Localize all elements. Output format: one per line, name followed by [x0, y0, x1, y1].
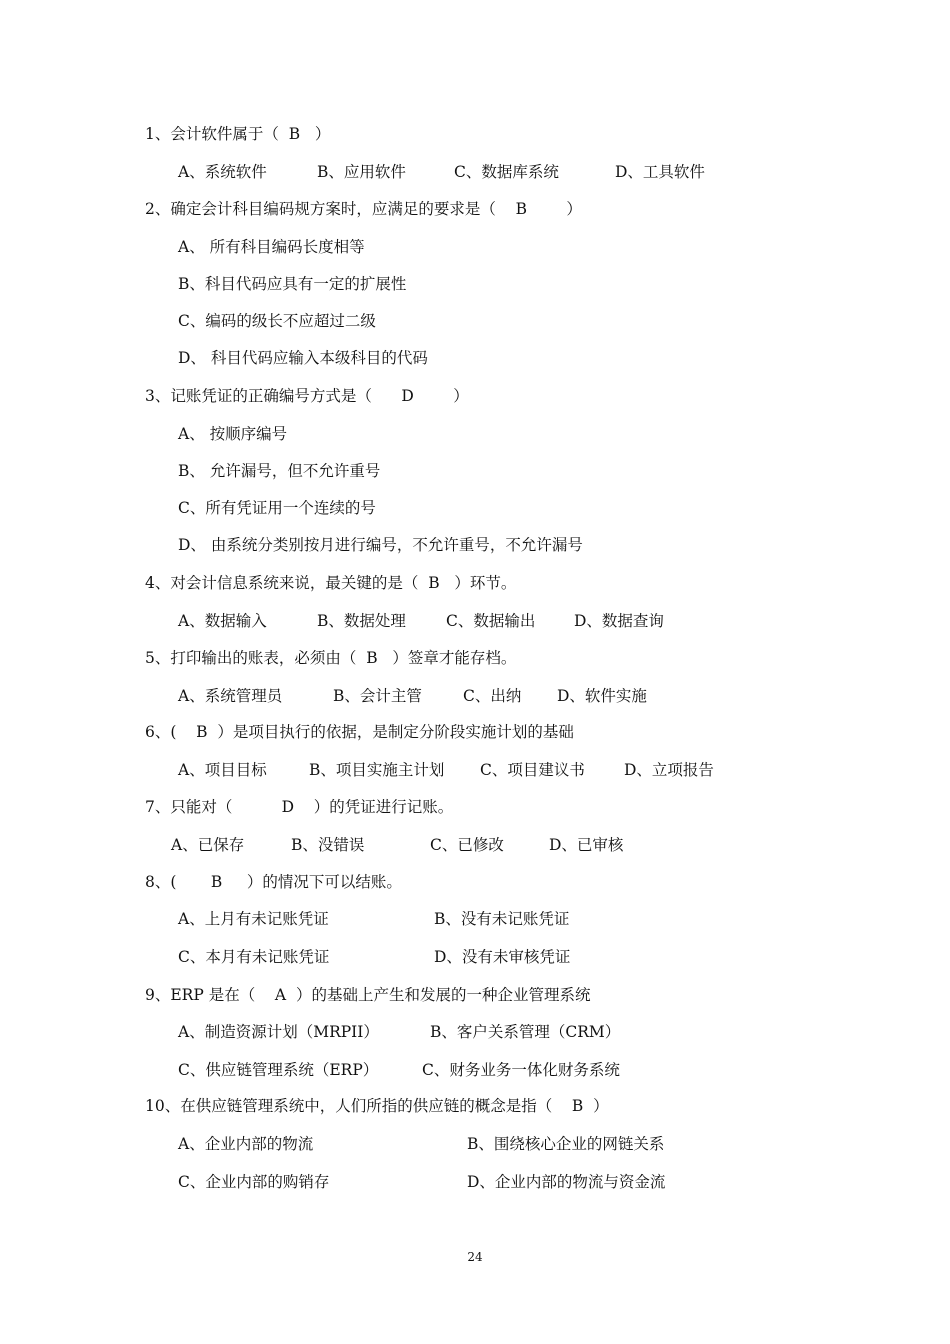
question-7-option-a: A、已保存 — [171, 836, 245, 854]
question-2-option-d: D、 科目代码应输入本级科目的代码 — [178, 349, 428, 367]
question-5-option-a: A、系统管理员 — [178, 687, 283, 705]
question-10-option-b: B、围绕核心企业的网链关系 — [467, 1135, 665, 1153]
question-5-option-b: B、会计主管 — [333, 687, 422, 705]
question-2-stem: 2、确定会计科目编码规方案时，应满足的要求是（ B ） — [145, 200, 582, 218]
question-1-option-d: D、工具软件 — [615, 163, 705, 181]
question-10-option-d: D、企业内部的物流与资金流 — [467, 1173, 666, 1191]
question-4-option-c: C、数据输出 — [446, 612, 536, 630]
question-8-option-b: B、没有未记账凭证 — [434, 910, 570, 928]
question-8-option-a: A、上月有未记账凭证 — [178, 910, 329, 928]
question-1-option-b: B、应用软件 — [317, 163, 406, 181]
question-8-stem: 8、( B ）的情况下可以结账。 — [145, 873, 402, 891]
question-10-option-c: C、企业内部的购销存 — [178, 1173, 330, 1191]
question-5-option-c: C、出纳 — [463, 687, 522, 705]
question-9-stem: 9、ERP 是在（ A ）的基础上产生和发展的一种企业管理系统 — [145, 986, 591, 1004]
question-6-option-c: C、项目建议书 — [480, 761, 585, 779]
question-7-option-b: B、没错误 — [291, 836, 365, 854]
question-5-stem: 5、打印输出的账表，必须由（ B ）签章才能存档。 — [145, 649, 517, 667]
question-1-option-a: A、系统软件 — [178, 163, 267, 181]
question-4-option-d: D、数据查询 — [574, 612, 664, 630]
question-3-option-d: D、 由系统分类别按月进行编号，不允许重号，不允许漏号 — [178, 536, 583, 554]
question-6-option-d: D、立项报告 — [624, 761, 714, 779]
question-8-option-d: D、没有未审核凭证 — [434, 948, 571, 966]
question-6-option-b: B、项目实施主计划 — [309, 761, 445, 779]
question-5-option-d: D、软件实施 — [557, 687, 647, 705]
question-9-option-c: C、供应链管理系统（ERP） — [178, 1061, 379, 1079]
question-3-stem: 3、记账凭证的正确编号方式是（ D ） — [145, 387, 469, 405]
question-2-option-c: C、编码的级长不应超过二级 — [178, 312, 376, 330]
question-9-option-d: C、财务业务一体化财务系统 — [422, 1061, 620, 1079]
question-10-stem: 10、在供应链管理系统中，人们所指的供应链的概念是指（ B ） — [145, 1097, 609, 1115]
page-number: 24 — [467, 1250, 483, 1264]
question-1-stem: 1、会计软件属于（ B ） — [145, 125, 331, 143]
question-8-option-c: C、本月有未记账凭证 — [178, 948, 330, 966]
question-4-stem: 4、对会计信息系统来说，最关键的是（ B ）环节。 — [145, 574, 517, 592]
question-6-stem: 6、( B ）是项目执行的依据，是制定分阶段实施计划的基础 — [145, 723, 574, 741]
question-4-option-b: B、数据处理 — [317, 612, 406, 630]
question-7-option-c: C、已修改 — [430, 836, 504, 854]
question-2-option-b: B、科目代码应具有一定的扩展性 — [178, 275, 407, 293]
question-7-option-d: D、已审核 — [549, 836, 624, 854]
question-3-option-b: B、 允许漏号，但不允许重号 — [178, 462, 381, 480]
question-2-option-a: A、 所有科目编码长度相等 — [178, 238, 365, 256]
question-3-option-a: A、 按顺序编号 — [178, 425, 288, 443]
question-3-option-c: C、所有凭证用一个连续的号 — [178, 499, 376, 517]
question-9-option-a: A、制造资源计划（MRPII） — [178, 1023, 379, 1041]
question-4-option-a: A、数据输入 — [178, 612, 267, 630]
question-1-option-c: C、数据库系统 — [454, 163, 559, 181]
question-6-option-a: A、项目目标 — [178, 761, 267, 779]
question-10-option-a: A、企业内部的物流 — [178, 1135, 314, 1153]
question-9-option-b: B、客户关系管理（CRM） — [430, 1023, 621, 1041]
question-7-stem: 7、只能对（ D ）的凭证进行记账。 — [145, 798, 454, 816]
